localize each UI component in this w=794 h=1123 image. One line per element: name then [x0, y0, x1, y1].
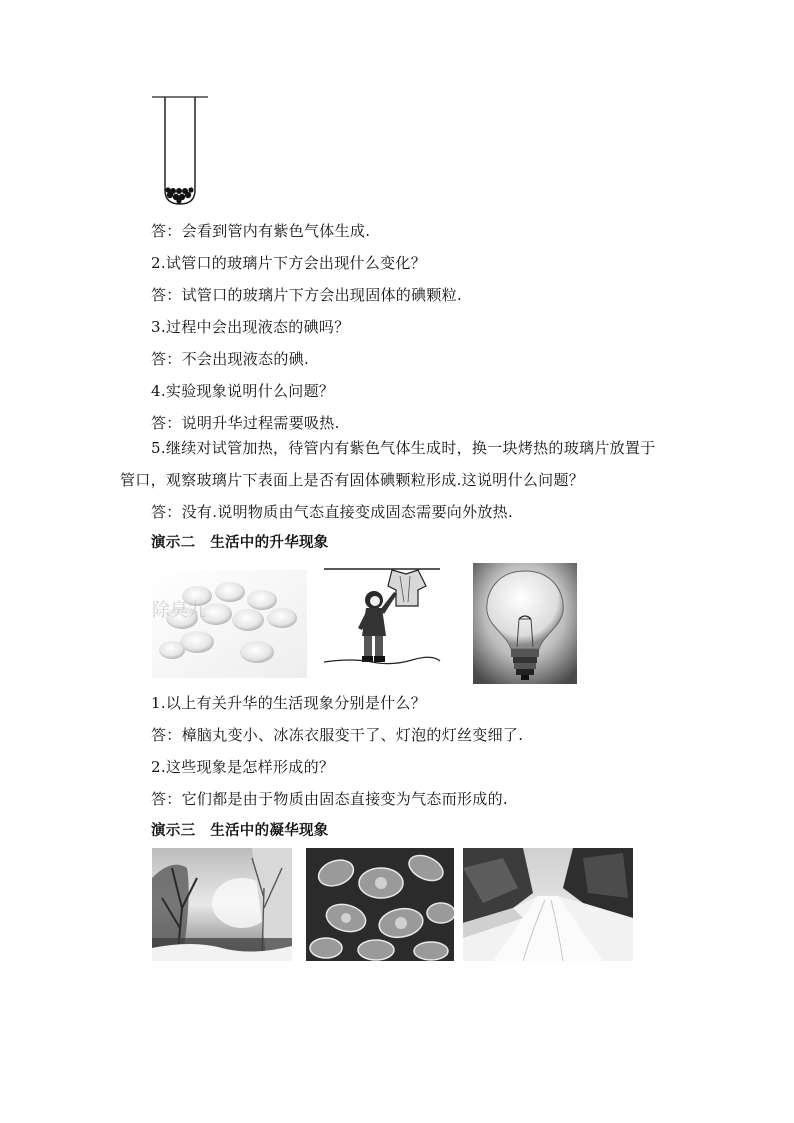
mothball-box-watermark: 除臭丸 [152, 600, 206, 621]
demo2-question-1: 1.以上有关升华的生活现象分别是什么？ [151, 694, 427, 712]
answer-2: 答：试管口的玻璃片下方会出现固体的碘颗粒. [151, 286, 463, 304]
demo2-answer-1: 答：樟脑丸变小、冰冻衣服变干了、灯泡的灯丝变细了. [151, 726, 524, 744]
question-2: 2.试管口的玻璃片下方会出现什么变化？ [151, 254, 427, 272]
question-4: 4.实验现象说明什么问题？ [151, 382, 335, 400]
demo3-heading: 演示三 生活中的凝华现象 [151, 823, 329, 839]
answer-3: 答：不会出现液态的碘. [151, 350, 310, 368]
answer-5: 答：没有.说明物质由气态直接变成固态需要向外放热. [151, 503, 514, 521]
question-3: 3.过程中会出现液态的碘吗？ [151, 318, 350, 336]
demo2-answer-2: 答：它们都是由于物质由固态直接变为气态而形成的. [151, 790, 508, 808]
answer-1: 答：会看到管内有紫色气体生成. [151, 222, 371, 240]
light-bulb-photo [473, 563, 577, 684]
question-5-line-2: 管口，观察玻璃片下表面上是否有固体碘颗粒形成.这说明什么问题？ [120, 471, 585, 489]
mothballs-photo [152, 570, 307, 678]
answer-4: 答：说明升华过程需要吸热. [151, 414, 340, 432]
demo2-question-2: 2.这些现象是怎样形成的？ [151, 758, 335, 776]
frozen-clothes-illustration [322, 562, 442, 684]
demo2-heading: 演示二 生活中的升华现象 [151, 535, 329, 551]
snowy-road-photo [463, 848, 633, 961]
frosted-leaves-photo [306, 848, 454, 961]
rime-trees-photo [152, 848, 292, 961]
test-tube-illustration [150, 94, 210, 212]
question-5-line-1: 5.继续对试管加热，待管内有紫色气体生成时，换一块烤热的玻璃片放置于 [151, 439, 656, 457]
